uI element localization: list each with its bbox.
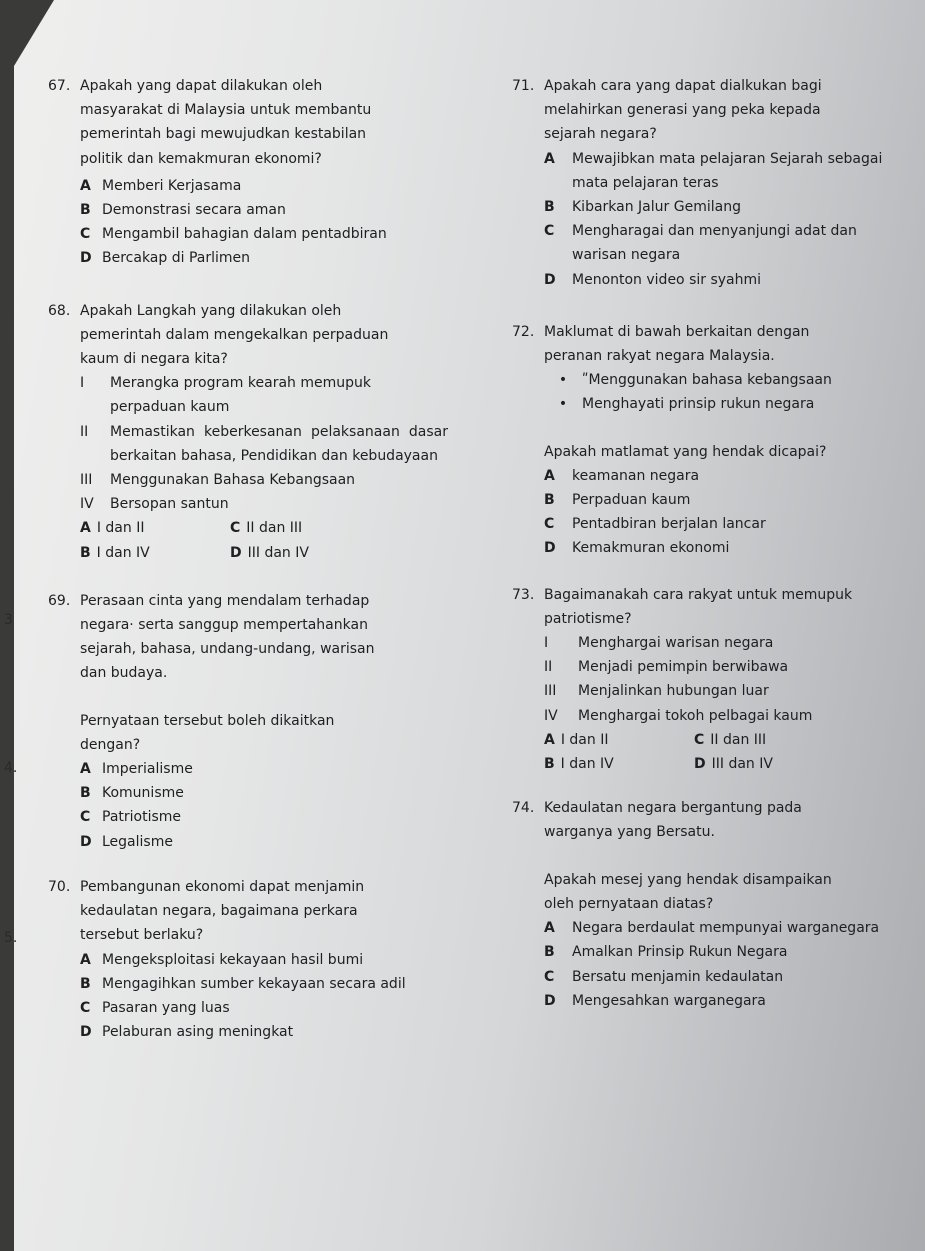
question-number: 69. [48, 592, 71, 609]
question-text: Pernyataan tersebut boleh dikaitkan [80, 712, 335, 729]
question-text: kaum di negara kita? [80, 351, 228, 368]
question-text: Apakah cara yang dapat dialkukan bagi [544, 78, 822, 94]
question-text: kedaulatan negara, bagaimana perkara [80, 903, 358, 920]
choice-a[interactable]: A I dan II [80, 520, 145, 537]
option-b[interactable]: B Amalkan Prinsip Rukun Negara [544, 944, 788, 961]
statement-ii: II Memastikan keberkesanan pelaksanaan dasar berkaitan bahasa, Pendidikan dan kebudayaan [80, 423, 448, 464]
info-bullet: • Menghayati prinsip rukun negara [558, 396, 815, 413]
question-text: Pembangunan ekonomi dapat menjamin [80, 878, 365, 895]
option-c[interactable]: C Patriotisme [80, 809, 182, 826]
question-text: Apakah matlamat yang hendak dicapai? [544, 443, 827, 460]
option-c[interactable]: C Pentadbiran berjalan lancar [544, 516, 766, 533]
question-69 [48, 589, 448, 854]
question-text: warganya yang Bersatu. [544, 824, 715, 841]
statement-iv: IV Bersopan santun [80, 496, 229, 513]
choice-c[interactable]: C II dan III [230, 520, 303, 537]
option-d[interactable]: D Legalisme [80, 833, 173, 850]
question-text: Maklumat di bawah berkaitan dengan [544, 323, 810, 340]
question-number: 68. [48, 302, 71, 319]
question-text: Apakah mesej yang hendak disampaikan [544, 871, 832, 888]
choice-c[interactable]: C II dan III [694, 731, 767, 748]
choice-b[interactable]: B I dan IV [544, 756, 614, 773]
option-b[interactable]: B Kibarkan Jalur Gemilang [544, 199, 741, 216]
question-text: negara· serta sanggup mempertahankan [80, 617, 368, 634]
option-a[interactable]: A Negara berdaulat mempunyai warganegara [544, 920, 880, 937]
option-a[interactable]: A Mengeksploitasi kekayaan hasil bumi [80, 951, 364, 968]
margin-number: 3 [4, 612, 13, 628]
left-column [48, 74, 448, 1063]
question-72 [512, 320, 894, 561]
right-column [512, 74, 894, 1032]
question-text: pemerintah dalam mengekalkan perpaduan [80, 326, 389, 343]
statement-iv: IV Menghargai tokoh pelbagai kaum [544, 707, 813, 724]
option-c[interactable]: C Mengambil bahagian dalam pentadbiran [80, 226, 387, 243]
option-d[interactable]: D Mengesahkan warganegara [544, 992, 766, 1009]
question-number: 73. [512, 586, 535, 603]
statement-iii: III Menjalinkan hubungan luar [544, 683, 769, 700]
question-text: tersebut berlaku? [80, 927, 204, 944]
question-70 [48, 875, 448, 1044]
option-a[interactable]: A keamanan negara [544, 467, 700, 484]
question-number: 70. [48, 878, 71, 895]
option-c[interactable]: C Bersatu menjamin kedaulatan [544, 968, 784, 985]
margin-number: 4. [4, 760, 18, 776]
question-text: Kedaulatan negara bergantung pada [544, 800, 802, 817]
question-text: Perasaan cinta yang mendalam terhadap [80, 592, 370, 609]
choice-d[interactable]: D III dan IV [230, 544, 309, 561]
question-text: sejarah negara? [544, 126, 657, 143]
question-number: 67. [48, 78, 71, 94]
statement-ii: II Menjadi pemimpin berwibawa [544, 659, 789, 676]
question-text: Apakah Langkah yang dilakukan oleh [80, 302, 342, 319]
question-number: 71. [512, 78, 535, 94]
question-74 [512, 796, 894, 1013]
choice-d[interactable]: D III dan IV [694, 756, 773, 773]
option-d[interactable]: D Menonton video sir syahmi [544, 271, 762, 288]
question-text: dan budaya. [80, 665, 168, 682]
question-71 [512, 74, 894, 292]
question-text: oleh pernyataan diatas? [544, 895, 714, 912]
question-text: patriotisme? [544, 610, 632, 627]
question-73 [512, 583, 894, 777]
choice-b[interactable]: B I dan IV [80, 544, 150, 561]
question-text: sejarah, bahasa, undang-undang, warisan [80, 641, 375, 658]
question-text: Apakah yang dapat dilakukan oleh [80, 78, 323, 94]
statement-i: I Merangka program kearah memupuk perpaduan kaum [80, 375, 371, 416]
option-a[interactable]: A Memberi Kerjasama [80, 177, 242, 194]
question-text: peranan rakyat negara Malaysia. [544, 348, 775, 365]
margin-number: 5. [4, 930, 18, 946]
question-text: pemerintah bagi mewujudkan kestabilan [80, 126, 367, 143]
question-text: dengan? [80, 736, 141, 753]
option-b[interactable]: B Komunisme [80, 785, 184, 802]
info-bullet: • ʺMenggunakan bahasa kebangsaan [558, 372, 832, 389]
question-text: politik dan kemakmuran ekonomi? [80, 150, 322, 167]
option-b[interactable]: B Demonstrasi secara aman [80, 202, 286, 219]
option-c[interactable]: C Mengharagai dan menyanjungi adat dan warisan negara [544, 223, 857, 264]
option-b[interactable]: B Perpaduan kaum [544, 492, 691, 509]
option-c[interactable]: C Pasaran yang luas [80, 999, 230, 1016]
question-text: Bagaimanakah cara rakyat untuk memupuk [544, 586, 853, 603]
statement-i: I Menghargai warisan negara [544, 635, 774, 652]
choice-a[interactable]: A I dan II [544, 731, 609, 748]
option-b[interactable]: B Mengagihkan sumber kekayaan secara adil [80, 975, 406, 992]
option-d[interactable]: D Kemakmuran ekonomi [544, 540, 730, 557]
option-a[interactable]: A Mewajibkan mata pelajaran Sejarah sebagai mata pelajaran teras [544, 150, 883, 191]
question-67 [48, 74, 448, 271]
question-number: 74. [512, 800, 535, 817]
question-text: melahirkan generasi yang peka kepada [544, 102, 821, 119]
option-d[interactable]: D Pelaburan asing meningkat [80, 1024, 294, 1041]
option-a[interactable]: A Imperialisme [80, 761, 193, 778]
question-number: 72. [512, 323, 535, 340]
question-68 [48, 299, 448, 565]
option-d[interactable]: D Bercakap di Parlimen [80, 250, 250, 267]
question-text: masyarakat di Malaysia untuk membantu [80, 102, 372, 119]
statement-iii: III Menggunakan Bahasa Kebangsaan [80, 472, 356, 489]
